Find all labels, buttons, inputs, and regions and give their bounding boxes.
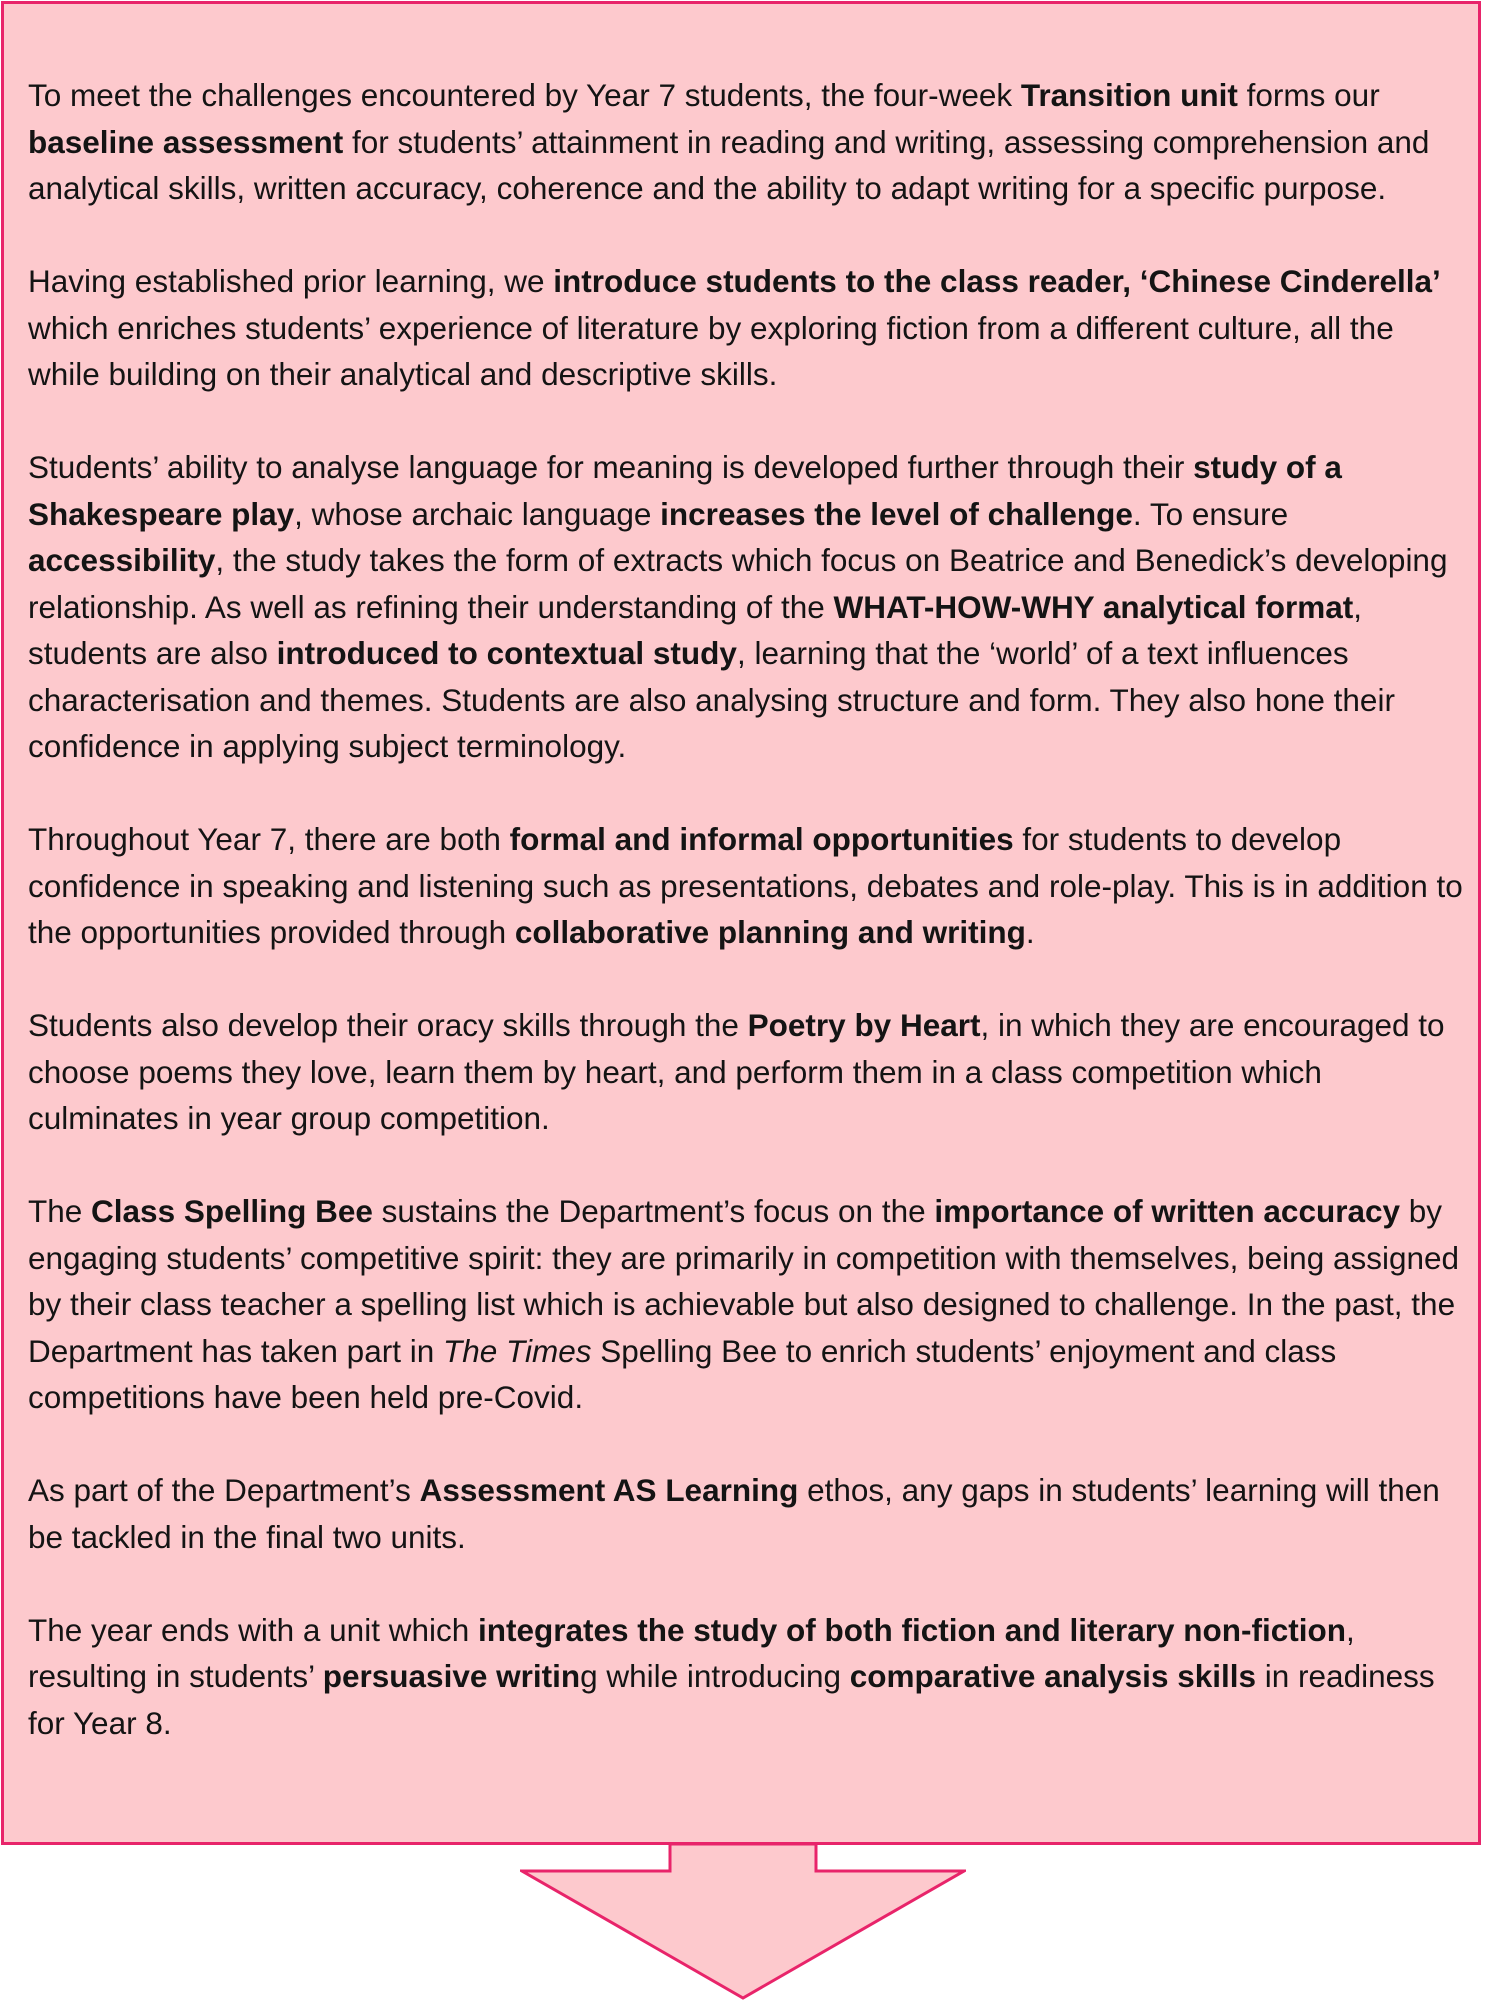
paragraph-spelling-bee [28, 1188, 1468, 1421]
bold-text: formal and informal opportunities [509, 821, 1014, 857]
text-run: g while introducing [580, 1658, 850, 1694]
paragraph-speaking-listening [28, 816, 1468, 956]
text-run: , students are also [28, 588, 1362, 671]
content-panel [1, 1, 1481, 1845]
bold-text: increases the level of challenge [660, 495, 1133, 532]
paragraph-poetry-by-heart [28, 1002, 1468, 1142]
text-run: sustains the Department’s focus on the [372, 1193, 935, 1229]
text-run: in readiness for Year 8. [28, 1658, 1435, 1741]
bold-text: integrates the study of both fiction and literary non-fiction [477, 1611, 1347, 1648]
text-run: ethos, any gaps in students’ learning will then be tackled in the final two units. [28, 1472, 1440, 1555]
text-run: , learning that the ‘world’ of a text influences characterisation and themes. Students are also analysing structure and form. They also hone their confidence in applying subject terminology. [28, 635, 1395, 764]
bold-text: Assessment AS Learning [419, 1472, 799, 1508]
down-arrow-shape [522, 1844, 964, 1998]
bold-text: Transition unit [1020, 77, 1238, 113]
text-run: which enriches students’ experience of literature by exploring fiction from a different culture, all the while building on their analytical and descriptive skills. [28, 309, 1394, 392]
text-run: , whose archaic language [294, 495, 661, 532]
text-run: Spelling Bee to enrich students’ enjoyment and class competitions have been held pre-Covid. [28, 1332, 1337, 1415]
text-run: . To ensure [1132, 495, 1289, 532]
paragraph-class-reader [28, 258, 1468, 398]
text-run: , the study takes the form of extracts which focus on Beatrice and Benedick’s developing relationship. As well as refining their understanding of the [28, 542, 1448, 625]
text-run: Students’ ability to analyse language for meaning is developed further through their [28, 449, 1194, 485]
text-run: As part of the Department’s [28, 1472, 420, 1508]
paragraph-shakespeare [28, 444, 1468, 770]
bold-text: WHAT-HOW-WHY analytical format [833, 588, 1354, 625]
bold-text: Poetry by Heart [747, 1007, 981, 1043]
bold-text: accessibility [28, 542, 216, 578]
text-run: Students also develop their oracy skills through the [28, 1007, 748, 1043]
text-run: Having established prior learning, we [28, 263, 554, 299]
bold-text: introduce students to the class reader, ‘Chinese Cinderella’ [553, 263, 1441, 299]
text-run: The [28, 1193, 92, 1229]
bold-text: study of a Shakespeare play [28, 449, 1342, 532]
text-run: Throughout Year 7, there are both [28, 821, 510, 857]
paragraph-transition-unit [28, 72, 1468, 212]
text-run: for students to develop confidence in speaking and listening such as presentations, debates and role-play. This is in addition to the opportunities provided through [28, 821, 1463, 950]
text-run: To meet the challenges encountered by Year 7 students, the four-week [28, 77, 1021, 113]
bold-text: importance of written accuracy [934, 1193, 1401, 1229]
text-run: , resulting in students’ [28, 1611, 1355, 1694]
paragraph-year-end [28, 1607, 1468, 1747]
italic-text: The Times [442, 1332, 592, 1369]
down-arrow-icon [520, 1843, 966, 2000]
bold-text: comparative analysis skills [849, 1658, 1257, 1694]
text-run: , in which they are encouraged to choose poems they love, learn them by heart, and perform them in a class competition which culminates in year group competition. [28, 1007, 1445, 1136]
bold-text: introduced to contextual study [276, 635, 737, 671]
text-run: The year ends with a unit which [28, 1611, 478, 1648]
text-run: by engaging students’ competitive spirit: they are primarily in competition with themselves, being assigned by their class teacher a spelling list which is achievable but also designed to challenge. In the past, the Department has taken part in [28, 1193, 1460, 1369]
text-body [28, 72, 1468, 1746]
bold-text: persuasive writin [322, 1658, 581, 1694]
bold-text: baseline assessment [28, 123, 344, 160]
text-run: forms our [1237, 77, 1380, 113]
bold-text: Class Spelling Bee [91, 1193, 373, 1229]
text-run: . [1025, 914, 1035, 950]
paragraph-assessment-as-learning [28, 1467, 1468, 1560]
text-run: for students’ attainment in reading and writing, assessing comprehension and analytical skills, written accuracy, coherence and the ability to adapt writing for a specific purpose. [28, 123, 1430, 206]
bold-text: collaborative planning and writing [514, 914, 1026, 950]
